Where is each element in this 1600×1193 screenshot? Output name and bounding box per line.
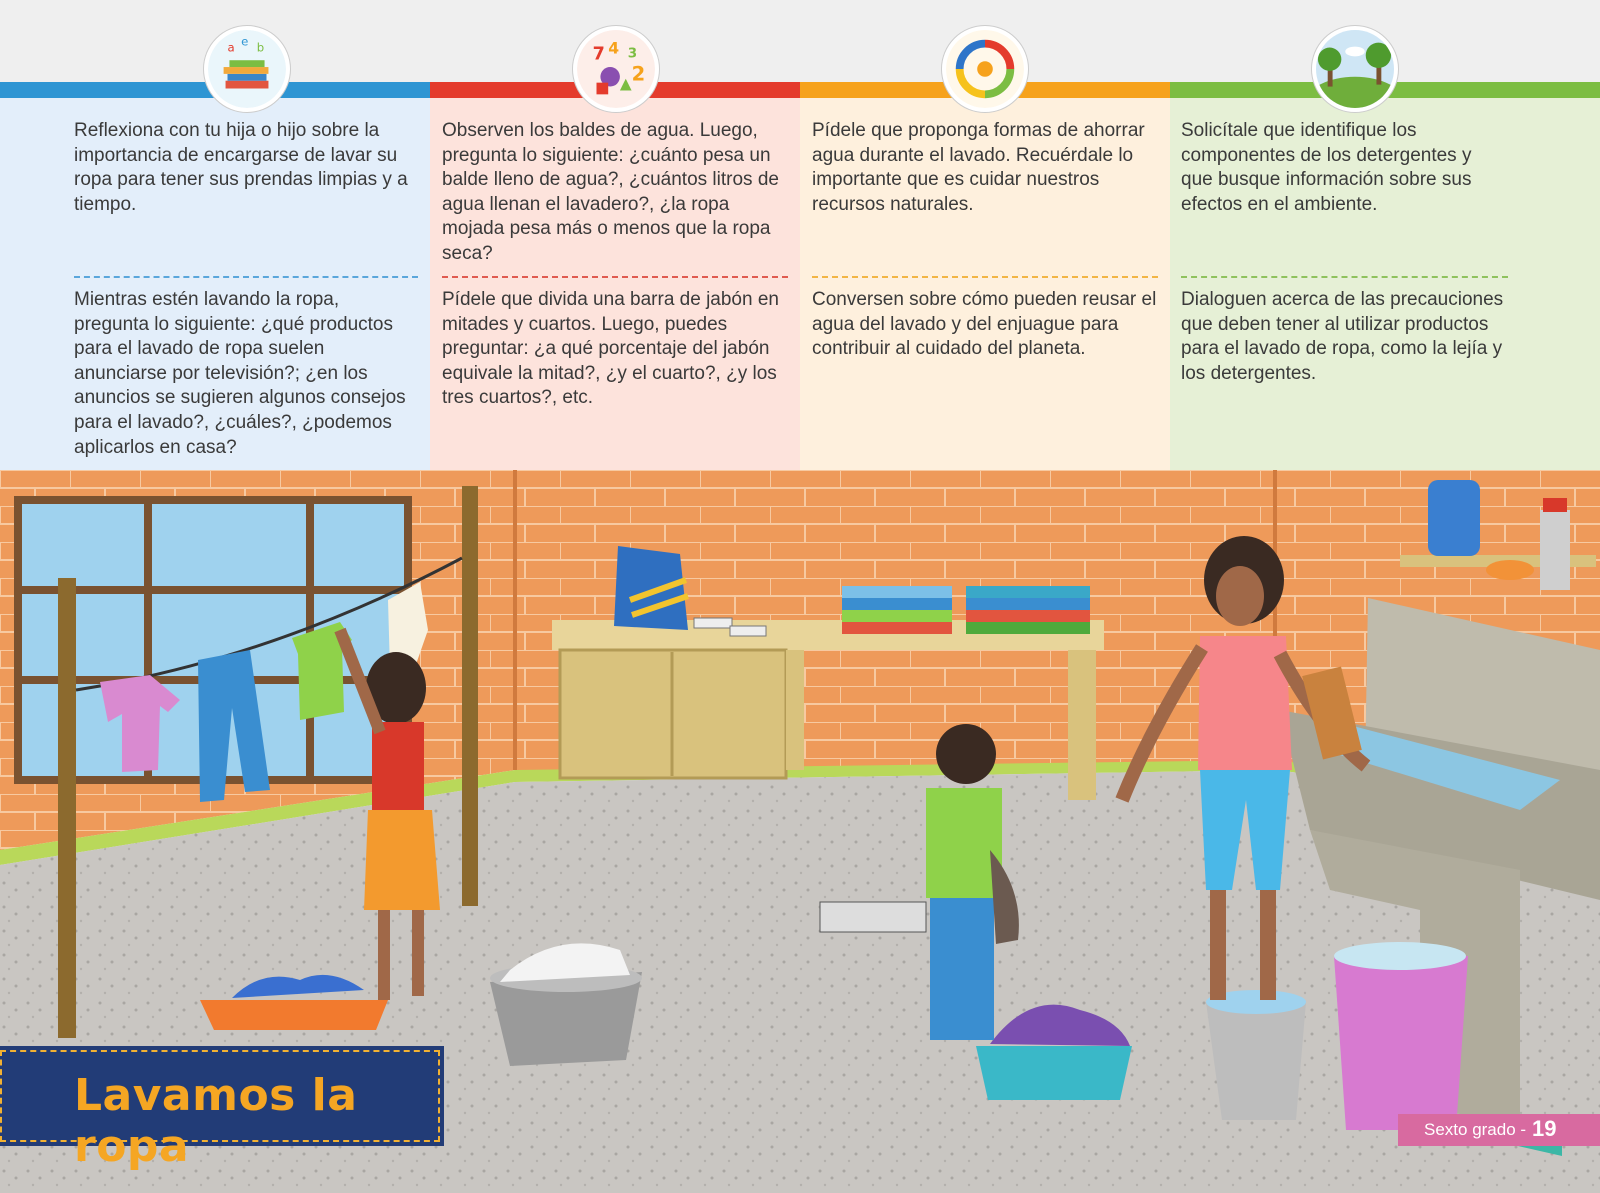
divider (74, 276, 418, 278)
activity-text-1: Pídele que proponga formas de ahorrar agua durante el lavado. Recuérdale lo importante que es cuidar nuestros recursos naturales. (812, 120, 1145, 215)
activity-text-1: Observen los baldes de agua. Luego, pregunta lo siguiente: ¿cuánto pesa un balde lleno de agua?, ¿cuántos litros de agua llenan el lavadero?, ¿la ropa mojada pesa más o menos que la ropa seca? (442, 120, 779, 264)
books-letters-icon (204, 26, 290, 112)
activity-text-2: Conversen sobre cómo pueden reusar el agua del lavado y del enjuague para contribuir al cuidado del planeta. (812, 289, 1157, 360)
svg-text:2: 2 (631, 62, 646, 86)
activity-columns (0, 0, 1600, 470)
column-personal-social (800, 0, 1170, 470)
numbers-shapes-icon (573, 26, 659, 112)
people-circle-icon (942, 26, 1028, 112)
page-number: 19 (1532, 1116, 1557, 1141)
svg-text:3: 3 (627, 45, 638, 62)
activity-text-2: Dialoguen acerca de las precauciones que deben tener al utilizar productos para el lavado de ropa, como la lejía y los detergentes. (1181, 289, 1504, 384)
column-science (1170, 0, 1600, 470)
svg-text:7: 7 (592, 44, 605, 65)
page-title: Lavamos la ropa (74, 1070, 358, 1172)
svg-text:b: b (256, 40, 265, 55)
divider (1181, 276, 1508, 278)
svg-text:4: 4 (608, 39, 620, 58)
activity-text-1: Reflexiona con tu hija o hijo sobre la importancia de encargarse de lavar su ropa para tener sus prendas limpias y a tiempo. (74, 120, 408, 215)
nature-landscape-icon (1312, 26, 1398, 112)
column-math (430, 0, 800, 470)
column-communication (0, 0, 430, 470)
page-footer (1398, 1114, 1600, 1146)
page-title-banner (0, 1050, 440, 1172)
activity-text-1: Solicítale que identifique los componentes de los detergentes y que busque información sobre sus efectos en el ambiente. (1181, 120, 1472, 215)
grade-label: Sexto grado - (1424, 1120, 1527, 1139)
divider (812, 276, 1158, 278)
activity-text-2: Pídele que divida una barra de jabón en mitades y cuartos. Luego, puedes preguntar: ¿a qué porcentaje del jabón equivale la mitad?, ¿y el cuarto?, ¿y los tres cuartos?, etc. (442, 289, 779, 409)
svg-text:e: e (241, 34, 249, 49)
svg-text:a: a (227, 40, 235, 55)
activity-text-2: Mientras estén lavando la ropa, pregunta lo siguiente: ¿qué productos para el lavado de ropa suelen anunciarse por televisión?; ¿en los anuncios se sugieren algunos consejos para el lavado?, ¿cuáles?, ¿podemos aplicarlos en casa? (74, 289, 406, 458)
divider (442, 276, 788, 278)
